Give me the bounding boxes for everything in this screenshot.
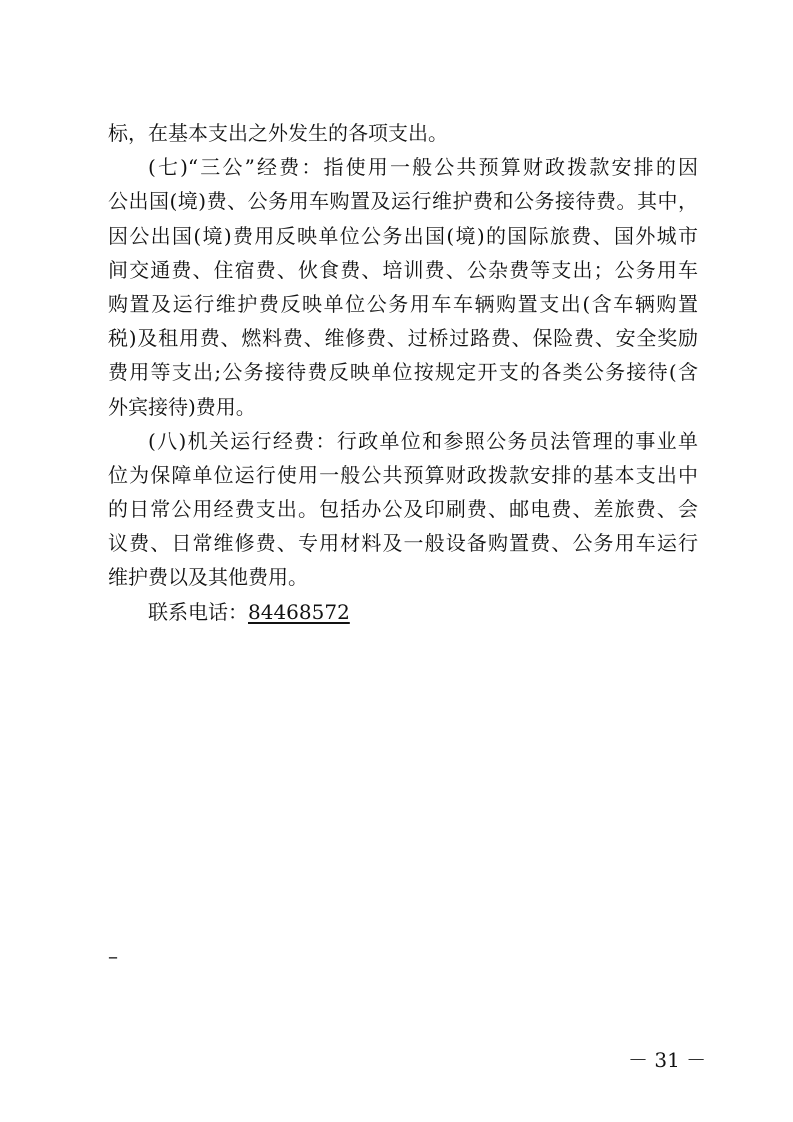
document-body	[108, 116, 698, 629]
text-line: 税)及租用费、燃料费、维修费、过桥过路费、保险费、安全奖励	[108, 326, 698, 351]
text-line: (七)“三公”经费：指使用一般公共预算财政拨款安排的因	[148, 155, 698, 180]
page-number: － 31 －	[628, 1048, 707, 1072]
contact-line	[108, 595, 698, 629]
text-line: 议费、日常维修费、专用材料及一般设备购置费、公务用车运行	[108, 531, 698, 556]
text-line: 位为保障单位运行使用一般公共预算财政拨款安排的基本支出中	[108, 462, 698, 487]
text-line: 公出国(境)费、公务用车购置及运行维护费和公务接待费。其中，	[108, 189, 698, 214]
contact-label: 联系电话：	[148, 599, 248, 624]
contact-phone: 84468572	[248, 599, 350, 624]
text-line: 因公出国(境)费用反映单位公务出国(境)的国际旅费、国外城市	[108, 223, 698, 248]
text-line: 维护费以及其他费用。	[108, 565, 308, 590]
text-line: (八)机关运行经费：行政单位和参照公务员法管理的事业单	[148, 428, 698, 453]
text-line: 购置及运行维护费反映单位公务用车车辆购置支出(含车辆购置	[108, 291, 698, 316]
text-line: 间交通费、住宿费、伙食费、培训费、公杂费等支出；公务用车	[108, 257, 698, 282]
text-line: 外宾接待)费用。	[108, 394, 256, 419]
text-line: 费用等支出;公务接待费反映单位按规定开支的各类公务接待(含	[108, 360, 698, 385]
text-line: 标，在基本支出之外发生的各项支出。	[108, 121, 448, 145]
text-line: 的日常公用经费支出。包括办公及印刷费、邮电费、差旅费、会	[108, 497, 698, 522]
footnote-dash: –	[108, 944, 118, 968]
